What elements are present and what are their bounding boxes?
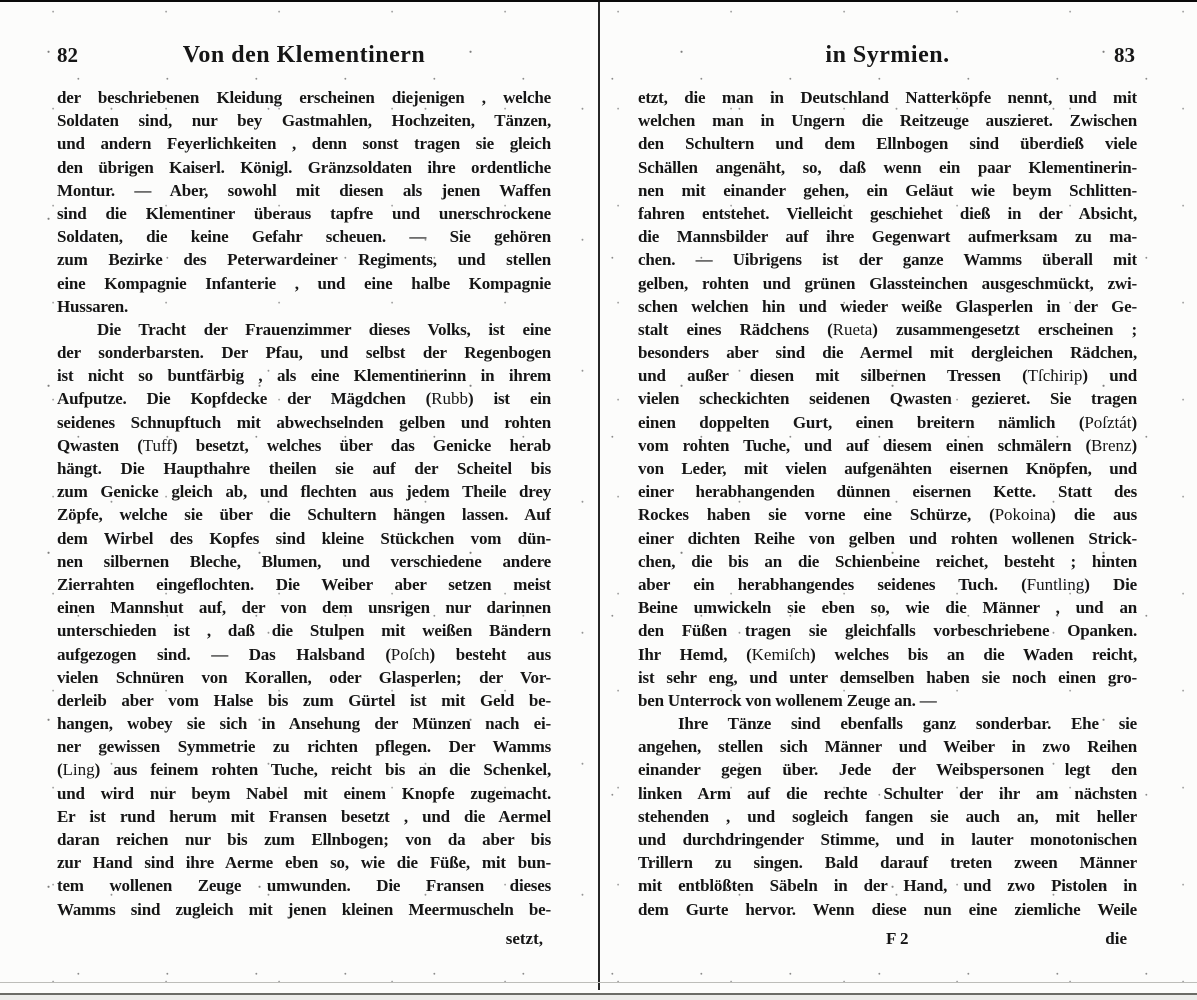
bottom-faint-rule (0, 982, 1197, 983)
text-line: daran reichen nur bis zum Ellnbogen; von da aber bis (57, 830, 551, 849)
text-line: einen Mannshut auf, der von dem unsrigen nur darinnen (57, 598, 551, 618)
text-line: angehen, stellen sich Männer und Weiber in zwo Reihen (638, 737, 1137, 757)
page-number-left: 82 (57, 43, 78, 67)
text-line: einen doppelten Gurt, einen breitern nämlich (Poſztát) (638, 412, 1137, 432)
antiqua-word: Pokoina (994, 505, 1051, 525)
page-left-footer (57, 929, 551, 953)
text-line: tem wollenen Zeuge umwunden. Die Fransen dieses (57, 876, 551, 896)
antiqua-word: Tuff (142, 435, 172, 455)
text-line: den Schultern und dem Ellnbogen sind überdieß viele (638, 134, 1137, 154)
page-number-right: 83 (1114, 43, 1135, 67)
text-line: zur Hand sind ihre Aerme eben so, wie die Füße, mit bun- (57, 853, 551, 873)
antiqua-word: Kemiſch (751, 644, 811, 664)
page-right-header (638, 42, 1137, 88)
antiqua-word: Poſch (390, 644, 430, 664)
text-line: von Leder, mit vielen aufgenähten eisernen Knöpfen, und (638, 459, 1137, 478)
text-line: chen, die bis an die Schienbeine reichet, besteht ; hinten (638, 551, 1137, 571)
text-line: Zierrahten eingeflochten. Die Weiber aber setzen meist (57, 574, 551, 594)
text-line: und außer diesen mit silbernen Tressen (Tſchirip) und (638, 366, 1137, 386)
text-line: (Ling) aus feinem rohten Tuche, reicht bis an die Schenkel, (57, 760, 551, 780)
text-line: stehenden , und sogleich fangen sie auch an, mit heller (638, 806, 1137, 826)
catchword-left: setzt, (505, 928, 543, 948)
text-line: Wamms sind zugleich mit jenen kleinen Meermuscheln be- (57, 899, 551, 919)
text-line: hangen, wobey sie sich in Ansehung der Münzen nach ei- (57, 714, 551, 734)
text-line: hängt. Die Haupthahre theilen sie auf der Scheitel bis (57, 459, 551, 478)
text-line: zum Bezirke des Peterwardeiner Regiments, und stellen (57, 250, 551, 270)
text-line: Trillern zu singen. Bald darauf treten zween Männer (638, 853, 1137, 873)
bottom-scan-strip (0, 995, 1197, 1000)
text-line: der beschriebenen Kleidung erscheinen diejenigen , welche (57, 88, 551, 107)
text-line: chen. — Uibrigens ist der ganze Wamms überall mit (638, 250, 1137, 270)
text-line: den Füßen tragen sie gleichfalls vorbeschriebene Opanken. (638, 621, 1137, 641)
text-line: derleib aber vom Halse bis zum Gürtel ist mit Geld be- (57, 690, 551, 710)
text-line: mit entblößten Säbeln in der Hand, und zwo Pistolen in (638, 876, 1137, 896)
text-line: besonders aber sind die Aermel mit dergleichen Rädchen, (638, 343, 1137, 363)
text-line: der sonderbarsten. Der Pfau, und selbst der Regenbogen (57, 343, 551, 363)
text-line: gelben, rohten und grünen Glassteinchen ausgeschmückt, zwi- (638, 273, 1137, 293)
page-right-footer (638, 929, 1137, 953)
text-line: seidenes Schnupftuch mit abwechselnden gelben und rohten (57, 412, 551, 432)
antiqua-word: Ling (62, 760, 95, 780)
text-line: sind die Klementiner überaus tapfre und unerschrockene (57, 203, 551, 223)
text-line: Zöpfe, welche sie über die Schultern hängen lassen. Auf (57, 505, 551, 525)
text-line: ist sehr eng, und unter demselben haben sie noch einen gro- (638, 667, 1137, 687)
running-title-right: in Syrmien. (825, 42, 950, 68)
text-line: aber ein herabhangendes seidenes Tuch. (Funtling) Die (638, 574, 1137, 594)
page-left-header (57, 42, 551, 88)
text-line: den übrigen Kaiserl. Königl. Gränzsoldaten ihre ordentliche (57, 157, 551, 177)
text-line: Montur. — Aber, sowohl mit diesen als jenen Waffen (57, 180, 551, 200)
text-line: ist nicht so buntfärbig , als eine Klementinerinn in ihrem (57, 366, 551, 386)
text-line: Ihre Tänze sind ebenfalls ganz sonderbar. Ehe sie (678, 714, 1137, 734)
text-line: und andern Feyerlichkeiten , denn sonst tragen sie gleich (57, 134, 551, 154)
text-line: schen welchen hin und wieder weiße Glasperlen in der Ge- (638, 296, 1137, 316)
page-left (57, 42, 551, 953)
page-right-body (638, 88, 1137, 923)
text-line: die Mannsbilder auf ihre Gegenwart aufmerksam zu ma- (638, 227, 1137, 247)
antiqua-word: Tſchirip (1027, 366, 1083, 386)
text-line: Ihr Hemd, (Kemiſch) welches bis an die Waden reicht, (638, 644, 1137, 664)
text-line: vielen Schnüren von Korallen, oder Glasperlen; der Vor- (57, 667, 551, 687)
catchword-right: die (1105, 928, 1127, 948)
page-left-body (57, 88, 551, 923)
text-line: ner gewissen Symmetrie zu richten pflegen. Der Wamms (57, 737, 551, 757)
text-line: und wird nur beym Nabel mit einem Knopfe zugemacht. (57, 783, 551, 803)
page-right (638, 42, 1137, 953)
antiqua-word: Brenz (1090, 435, 1132, 455)
text-line: Hussaren. (57, 296, 129, 316)
antiqua-word: Rueta (832, 319, 873, 339)
page-gutter-divider (598, 0, 600, 990)
text-line: Er ist rund herum mit Fransen besetzt , und die Aermel (57, 806, 551, 826)
text-line: ben Unterrock von wollenem Zeuge an. — (638, 690, 937, 710)
text-line: unterschieden ist , daß die Stulpen mit weißen Bändern (57, 621, 551, 641)
text-line: einer dichten Reihe von gelben und rohten wollenen Strick- (638, 528, 1137, 548)
text-line: dem Wirbel des Kopfes sind kleine Stückchen vom dün- (57, 528, 551, 548)
text-line: etzt, die man in Deutschland Natterköpfe nennt, und mit (638, 88, 1137, 107)
text-line: Die Tracht der Frauenzimmer dieses Volks, ist eine (97, 319, 551, 339)
text-line: Qwasten (Tuff) besetzt, welches über das Genicke herab (57, 435, 551, 455)
text-line: Soldaten, die keine Gefahr scheuen. — Sie gehören (57, 227, 551, 247)
text-line: Rockes haben sie vorne eine Schürze, (Pokoina) die aus (638, 505, 1137, 525)
text-line: nen mit einander gehen, ein Geläut wie beym Schlitten- (638, 180, 1137, 200)
text-line: Beine umwickeln sie eben so, wie die Männer , und an (638, 598, 1137, 618)
text-line: stalt eines Rädchens (Rueta) zusammengesetzt erscheinen ; (638, 319, 1137, 339)
text-line: dem Gurte hervor. Wenn diese nun eine ziemliche Weile (638, 899, 1137, 919)
signature-mark: F 2 (886, 928, 909, 948)
text-line: einer herabhangenden dünnen eisernen Kette. Statt des (638, 482, 1137, 502)
text-line: Soldaten sind, nur bey Gastmahlen, Hochzeiten, Tänzen, (57, 111, 551, 131)
antiqua-word: Rubb (431, 389, 468, 409)
text-line: nen silbernen Bleche, Blumen, und verschiedene andere (57, 551, 551, 571)
text-line: aufgezogen sind. — Das Halsband (Poſch) besteht aus (57, 644, 551, 664)
text-line: welchen man in Ungern die Reitzeuge auszieret. Zwischen (638, 111, 1137, 131)
antiqua-word: Poſztát (1084, 412, 1132, 432)
text-line: zum Genicke gleich ab, und flechten aus jedem Theile drey (57, 482, 551, 502)
text-line: und durchdringender Stimme, und in lauter monotonischen (638, 830, 1137, 849)
running-title-left: Von den Klementinern (182, 42, 426, 68)
text-line: linken Arm auf die rechte Schulter der ihr am nächsten (638, 783, 1137, 803)
text-line: vielen scheckichten seidenen Qwasten gezieret. Sie tragen (638, 389, 1137, 409)
text-line: fahren entstehet. Vielleicht geschiehet dieß in der Absicht, (638, 203, 1137, 223)
text-line: Schällen angenäht, so, daß wenn ein paar Klementinerin- (638, 157, 1137, 177)
text-line: eine Kompagnie Infanterie , und eine halbe Kompagnie (57, 273, 551, 293)
text-line: einander gegen über. Jede der Weibspersonen legt den (638, 760, 1137, 780)
antiqua-word: Funtling (1026, 574, 1085, 594)
text-line: Aufputze. Die Kopfdecke der Mägdchen (Rubb) ist ein (57, 389, 551, 409)
text-line: vom rohten Tuche, und auf diesem einen schmälern (Brenz) (638, 435, 1137, 455)
